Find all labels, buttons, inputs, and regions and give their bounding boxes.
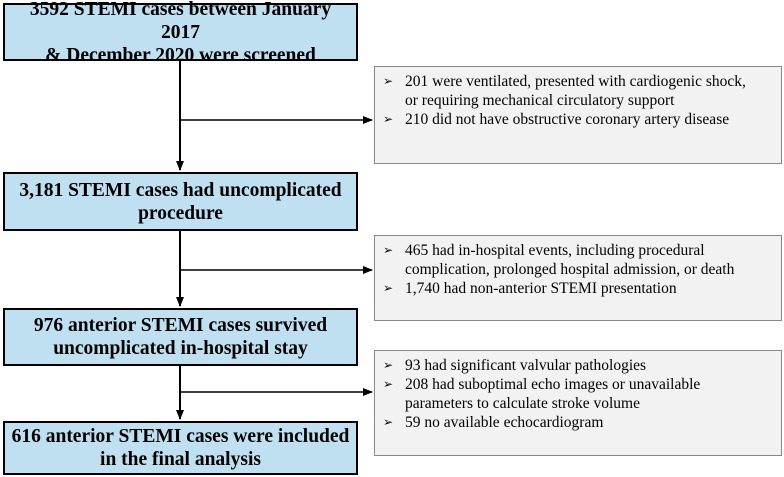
stage-text-line: 616 anterior STEMI cases were included xyxy=(11,426,350,447)
exclusion-text-line: 465 had in-hospital events, including procedural xyxy=(405,242,705,259)
exclusion-item xyxy=(383,241,775,279)
arrow-bullet-icon: ➢ xyxy=(383,415,394,429)
arrow-bullet-icon: ➢ xyxy=(383,358,394,372)
exclusion-text-line: or requiring mechanical circulatory support xyxy=(405,92,675,109)
stage-text-line: 3,181 STEMI cases had uncomplicated xyxy=(19,179,342,201)
stage-box-final-analysis xyxy=(3,421,358,475)
exclusion-text-line: 1,740 had non-anterior STEMI presentation xyxy=(405,280,677,297)
exclusion-box-1 xyxy=(374,66,782,164)
stage-box-survived xyxy=(3,308,358,366)
exclusion-text-line: 93 had significant valvular pathologies xyxy=(405,357,647,374)
stage-text-line: 976 anterior STEMI cases survived xyxy=(33,315,328,336)
exclusion-item xyxy=(383,279,775,298)
stage-box-screened xyxy=(3,0,358,66)
arrow-bullet-icon: ➢ xyxy=(383,112,394,126)
exclusion-box-3 xyxy=(374,350,782,456)
arrow-bullet-icon: ➢ xyxy=(383,243,394,257)
exclusion-item xyxy=(383,110,775,129)
exclusion-item xyxy=(383,72,775,110)
stage-text-line: procedure xyxy=(138,202,223,224)
exclusion-text-line: 201 were ventilated, presented with cardiogenic shock, xyxy=(405,73,746,90)
exclusion-text-line: 59 no available echocardiogram xyxy=(405,414,604,431)
stage-text-line: & December 2020 were screened xyxy=(45,44,316,66)
exclusion-text-line: 210 did not have obstructive coronary artery disease xyxy=(405,111,730,128)
exclusion-text-line: parameters to calculate stroke volume xyxy=(405,395,640,412)
arrow-bullet-icon: ➢ xyxy=(383,281,394,295)
exclusion-text-line: 208 had suboptimal echo images or unavailable xyxy=(405,376,701,393)
stage-box-uncomplicated xyxy=(3,172,358,231)
exclusion-item xyxy=(383,413,775,432)
stage-text-line: 3592 STEMI cases between January 2017 xyxy=(29,0,332,43)
stage-text-line: uncomplicated in-hospital stay xyxy=(53,338,308,359)
arrow-bullet-icon: ➢ xyxy=(383,377,394,391)
exclusion-item xyxy=(383,375,775,413)
exclusion-box-2 xyxy=(374,235,782,321)
stage-text-line: in the final analysis xyxy=(100,449,261,470)
arrow-bullet-icon: ➢ xyxy=(383,74,394,88)
exclusion-text-line: complication, prolonged hospital admission, or death xyxy=(405,261,735,278)
exclusion-item xyxy=(383,356,775,375)
